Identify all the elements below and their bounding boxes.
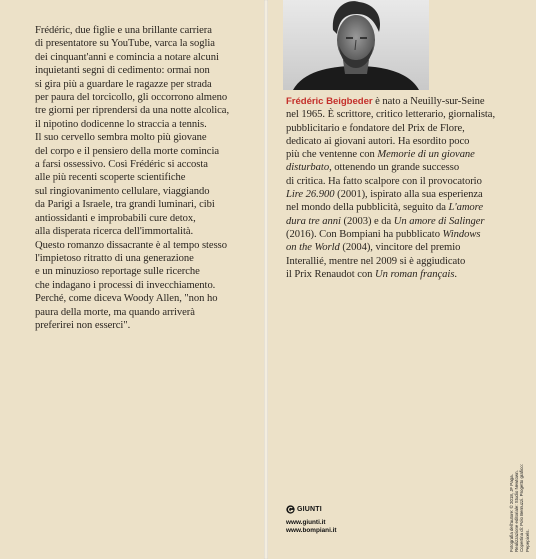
author-bio [286, 95, 518, 281]
publisher-logo-text: GIUNTI [297, 506, 322, 513]
author-photo [283, 0, 429, 90]
book-title-roman-francais: Un roman français [375, 268, 455, 280]
bio-text-1: è nato a Neuilly-sur-Seine nel 1965. È scrittore, critico letterario, giornalista, pubblicitario e fondatore del Prix de Flore, dedicato ai giovani autori. Ha esordito poco più che ventenne con [286, 96, 496, 161]
book-title-salinger: Un amore di Salinger [393, 215, 485, 227]
book-title-memorie: Memorie di un giovane disturbato [286, 149, 475, 174]
book-blurb: Frédéric, due figlie e una brillante carriera di presentatore su YouTube, varca la soglia dei cinquant'anni e comincia a notare alcuni inquietanti segni di cedimento: ormai non si gira più a guardare le ragazze per strada per paura del torcicollo, gli occorrono almeno tre giorni per riprendersi da una notte alcolica, il nipotino dodicenne lo straccia a tennis. Il suo cervello sembra molto più giovane del corpo e il pensiero della morte comincia a farsi ossessivo. Così Frédéric si accosta alle più recenti scoperte scientifiche sul ringiovanimento cellulare, viaggiando da Parigi a Israele, tra grandi luminari, cibi antiossidanti e improbabili cure detox, alla disperata ricerca dell'immortalità. Questo romanzo dissacrante è al tempo stesso l'impietoso ritratto di una generazione e un minuzioso reportage sulle ricerche che indagano i processi di invecchiamento. Perché, come diceva Woody Allen, "non ho paura della morte, ma quando arriverà preferirei non esserci". [35, 25, 230, 331]
bio-text-7: . [454, 268, 457, 280]
book-title-windows: Windows on the World [286, 228, 481, 254]
publisher-block [286, 505, 337, 535]
bio-text-6: (2004), vincitore del premio Interallié, mentre nel 2009 si è aggiudicato il Prix Renaudot con [286, 242, 466, 280]
publisher-url-bompiani[interactable]: www.bompiani.it [286, 527, 337, 534]
bio-text-3: (2001), ispirato alla sua esperienza nel mondo della pubblicità, seguito da [286, 189, 483, 214]
publisher-url-giunti[interactable]: www.giunti.it [286, 519, 326, 526]
bio-text-5: (2016). Con Bompiani ha pubblicato [286, 228, 440, 240]
author-name: Frédéric Beigbeder [286, 96, 373, 107]
bio-text-4: (2003) e da [340, 215, 394, 227]
bio-text-2: , ottenendo un grande successo di critica. Ha fatto scalpore con il provocatorio [286, 162, 482, 187]
book-title-amore-tre-anni: L'amore dura tre anni [286, 202, 483, 227]
giunti-logo-icon [286, 505, 295, 514]
publisher-logo [286, 505, 337, 514]
book-title-lire: Lire 26.900 [286, 189, 335, 201]
cover-credits: Fotografia dell'autore: © 2018, JF Paga. Realizzazione editoriale: Studio Newtown. Copertina di: Polo Bernuzzi. Progetto grafico: Pepepixels. [509, 464, 530, 552]
author-portrait-image [283, 0, 429, 90]
